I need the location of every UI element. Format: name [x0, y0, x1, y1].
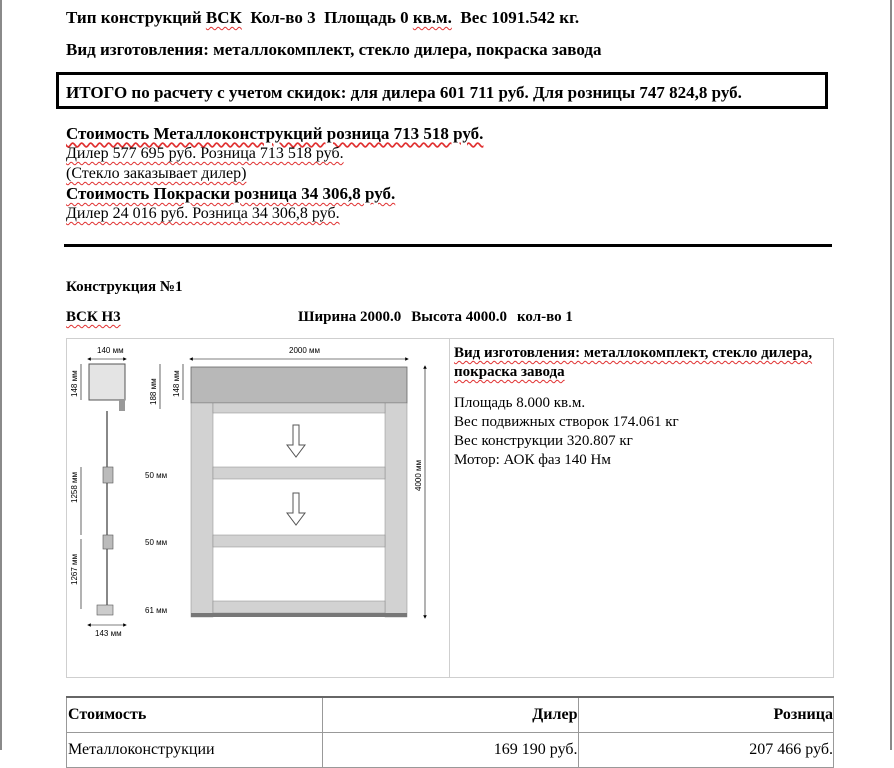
dim-1258: 1258 мм — [70, 471, 79, 503]
spec-area: Площадь 8.000 кв.м. — [454, 395, 586, 411]
section-divider — [64, 244, 832, 247]
dim-50-b: 50 мм — [145, 538, 168, 547]
summary-qty-area: Кол-во 3 Площадь 0 — [241, 8, 413, 27]
summary-prefix: Тип конструкций — [66, 8, 206, 27]
construction-dims — [298, 309, 583, 326]
spec-manufacture: Вид изготовления: металлокомплект, стекло дилера, покраска завода — [454, 345, 813, 380]
table-cell-retail: 207 466 руб. — [578, 733, 834, 768]
glass-note: (Стекло заказывает дилер) — [66, 165, 247, 182]
table-row — [67, 733, 834, 768]
summary-type: ВСК — [205, 8, 242, 27]
spec-frame — [449, 338, 834, 678]
dim-1267: 1267 мм — [70, 553, 79, 585]
construction-type: ВСК Н3 — [66, 309, 121, 325]
dim-width: 2000 мм — [289, 346, 321, 355]
metal-cost-line: Дилер 577 695 руб. Розница 713 518 руб. — [66, 145, 344, 162]
table-cell-dealer: 169 190 руб. — [323, 733, 578, 768]
page-edge-right — [890, 0, 892, 750]
dim-top-profile: 140 мм — [97, 346, 124, 355]
dim-148-right: 148 мм — [172, 370, 181, 397]
drawing-frame — [66, 338, 450, 678]
spec-lines — [454, 394, 679, 470]
dim-50-a: 50 мм — [145, 471, 168, 480]
total-box — [56, 72, 828, 109]
spec-motor: Мотор: АОК фаз 140 Нм — [454, 452, 611, 468]
cost-table — [66, 696, 834, 768]
summary-area-unit: кв.м. — [412, 8, 452, 27]
table-cell-item: Металлоконструкции — [67, 733, 323, 768]
table-header-cost: Стоимость — [67, 697, 323, 733]
manufacture-line: Вид изготовления: металлокомплект, стекло дилера, покраска завода — [66, 40, 602, 59]
metal-cost-title: Стоимость Металлоконструкций розница 713 518 руб. — [66, 124, 484, 143]
dim-61: 61 мм — [145, 606, 168, 615]
paint-cost-line: Дилер 24 016 руб. Розница 34 306,8 руб. — [66, 205, 340, 222]
dim-148-left: 148 мм — [70, 370, 79, 397]
side-profile — [70, 346, 125, 638]
construction-qty: кол-во 1 — [516, 309, 573, 325]
front-view — [191, 346, 425, 617]
summary-weight: Вес 1091.542 кг. — [451, 8, 580, 27]
construction-height: Высота 4000.0 — [411, 309, 507, 325]
dim-188: 188 мм — [149, 378, 158, 405]
summary-line — [66, 8, 579, 28]
dim-143: 143 мм — [95, 629, 122, 638]
table-header-retail: Розница — [578, 697, 834, 733]
construction-title: Конструкция №1 — [66, 279, 183, 295]
cost-summary — [66, 124, 483, 224]
table-header-row — [67, 697, 834, 733]
spec-weight-total: Вес конструкции 320.807 кг — [454, 433, 633, 449]
dim-height: 4000 мм — [414, 459, 423, 491]
table-header-dealer: Дилер — [323, 697, 578, 733]
spec-weight-moving: Вес подвижных створок 174.061 кг — [454, 414, 679, 430]
paint-cost-title: Стоимость Покраски розница 34 306,8 руб. — [66, 184, 396, 203]
construction-drawing — [67, 339, 451, 679]
middle-dims — [145, 364, 183, 615]
construction-width: Ширина 2000.0 — [298, 309, 402, 325]
total-text: ИТОГО по расчету с учетом скидок: для дилера 601 711 руб. Для розницы 747 824,8 руб. — [66, 83, 742, 102]
page-edge-left — [0, 0, 2, 750]
